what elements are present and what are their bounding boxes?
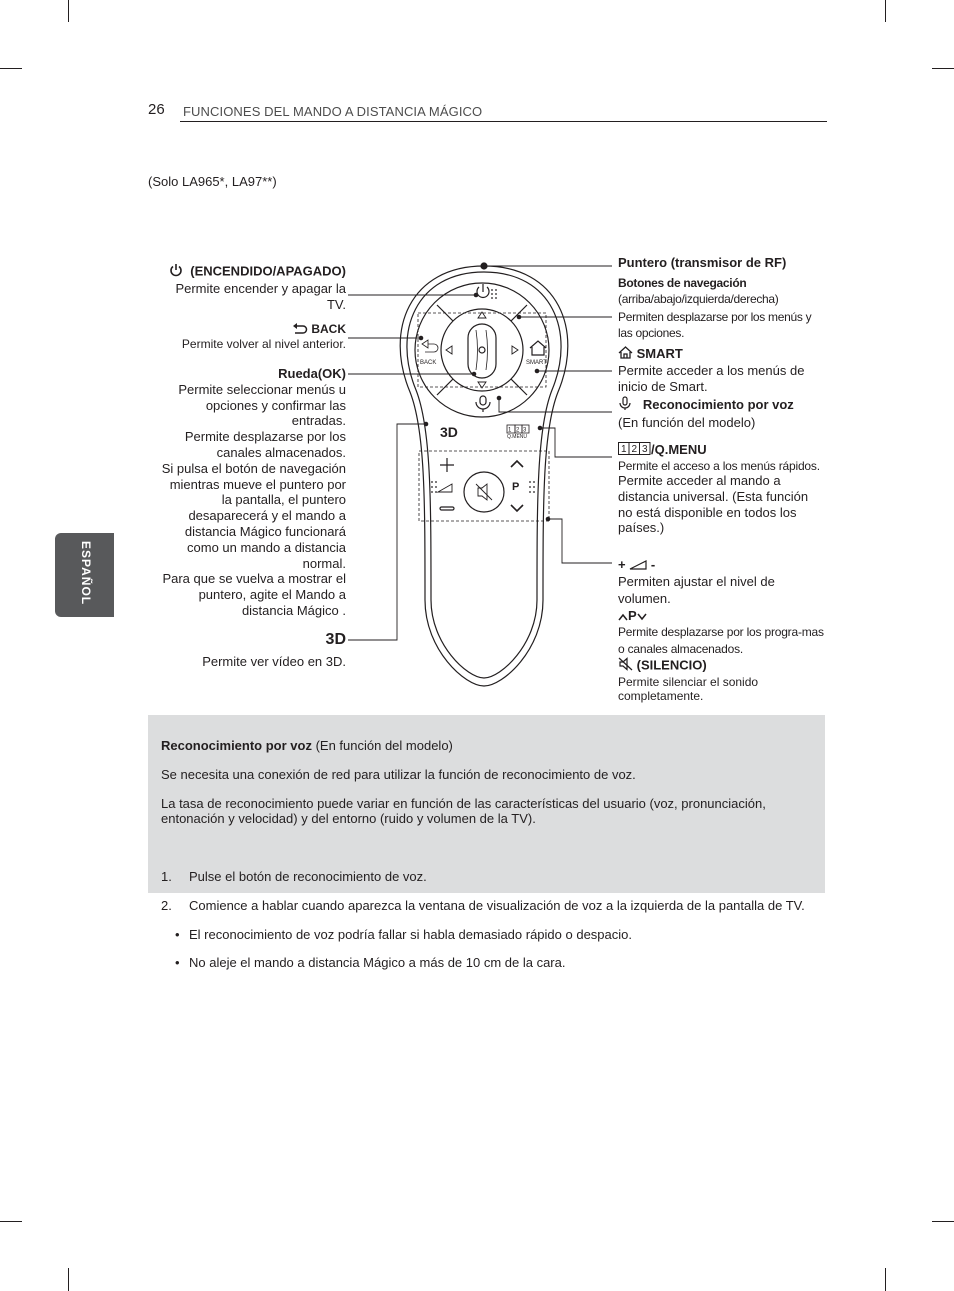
remote-qmenu-digit: 3 <box>523 427 527 434</box>
power-desc: Permite encender y apagar la TV. <box>175 280 346 312</box>
remote-qmenu-label: Q.MENU <box>507 434 527 440</box>
back-title: BACK <box>311 322 346 336</box>
volume-callout <box>618 557 818 607</box>
wheel-desc-3: Si pulsa el botón de navegación mientras mueve el puntero por la pantalla, el puntero desaparecerá y el mando a distancia Mágico funcionará como un mando a distancia normal. <box>161 460 346 571</box>
nav-desc-1: (arriba/abajo/izquierda/derecha) <box>618 292 779 306</box>
qmenu-desc-2: Permite acceder al mando a distancia universal. (Esta función no está disponible en todos los países.) <box>618 472 809 536</box>
note-bullet: • El reconocimiento de voz podría fallar si habla demasiado rápido o despacio. <box>175 926 632 942</box>
back-arrow-icon <box>292 322 308 338</box>
mute-title: (SILENCIO) <box>636 657 707 673</box>
voice-title: Reconocimiento por voz <box>642 396 794 412</box>
crop-mark <box>68 1268 69 1291</box>
wheel-desc-4: Para que se vuelva a mostrar el puntero, agite el Mando a distancia Mágico . <box>162 571 346 618</box>
page-title: FUNCIONES DEL MANDO A DISTANCIA MÁGICO <box>183 104 483 119</box>
remote-3d-label: 3D <box>440 424 458 440</box>
power-title: (ENCENDIDO/APAGADO) <box>190 263 346 279</box>
home-icon <box>618 346 633 363</box>
voice-callout <box>618 396 826 431</box>
qmenu-desc-1: Permite el acceso a los menús rápidos. <box>618 458 820 473</box>
remote-qmenu-digit: 1 <box>508 427 512 434</box>
remote-smart-label: SMART <box>526 360 547 366</box>
wheel-callout <box>156 366 346 619</box>
voice-note <box>161 725 811 984</box>
page-number: 26 <box>148 101 165 118</box>
channel-callout <box>618 608 828 658</box>
power-icon <box>169 263 183 281</box>
remote-back-label: BACK <box>420 360 437 366</box>
smart-callout <box>618 346 826 395</box>
mute-callout <box>618 657 808 703</box>
remote-p-label: P <box>512 481 520 493</box>
volume-plus: + <box>618 557 626 572</box>
qmenu-callout <box>618 442 824 536</box>
volume-desc: Permiten ajustar el nivel de volumen. <box>618 574 775 607</box>
microphone-icon <box>618 396 632 415</box>
wheel-title: Rueda(OK) <box>278 366 346 381</box>
channel-desc: Permite desplazarse por los progra-mas o canales almacenados. <box>618 625 824 657</box>
language-tab-label: ESPAÑOL <box>79 541 93 606</box>
channel-title: P <box>628 608 637 623</box>
chevron-down-icon <box>637 609 647 625</box>
wheel-desc-1: Permite seleccionar menús u opciones y confirmar las entradas. <box>178 381 346 429</box>
crop-mark <box>0 1221 22 1222</box>
nav-desc-2: Permiten desplazarse por los menús y las opciones. <box>618 310 812 340</box>
note-step: 1. Pulse el botón de reconocimiento de voz. <box>161 868 427 884</box>
wheel-desc-2: Permite desplazarse por los canales almacenados. <box>184 429 346 460</box>
three-d-desc: Permite ver vídeo en 3D. <box>202 654 346 669</box>
voice-desc: (En función del modelo) <box>618 414 756 430</box>
back-callout <box>182 321 346 351</box>
crop-mark <box>932 1221 954 1222</box>
note-step: 2. Comience a hablar cuando aparezca la ventana de visualización de voz a la izquierda de la pantalla de TV. <box>161 897 805 913</box>
three-d-callout <box>202 631 346 670</box>
models-note: (Solo LA965*, LA97**) <box>148 174 277 189</box>
volume-icon <box>629 558 647 574</box>
remote-qmenu-digit: 2 <box>516 427 520 434</box>
qmenu-digit: 3 <box>642 444 648 456</box>
pointer-title: Puntero (transmisor de RF) <box>618 255 787 270</box>
back-desc: Permite volver al nivel anterior. <box>181 337 346 352</box>
note-bullet: • No aleje el mando a distancia Mágico a más de 10 cm de la cara. <box>175 955 566 971</box>
crop-mark <box>885 1268 886 1291</box>
qmenu-digit: 2 <box>631 444 638 456</box>
note-line-1: Se necesita una conexión de red para utilizar la función de reconocimiento de voz. <box>161 766 636 782</box>
qmenu-123-icon <box>618 442 651 459</box>
qmenu-title: /Q.MENU <box>651 442 707 457</box>
volume-minus: - <box>650 557 656 572</box>
mute-desc: Permite silenciar el sonido completamente. <box>618 674 759 703</box>
note-line-2: La tasa de reconocimiento puede variar en función de las características del usuario (voz, pronunciación, entonación y velocidad) y del entorno (ruido y volumen de la TV). <box>161 795 766 827</box>
smart-desc: Permite acceder a los menús de inicio de Smart. <box>618 362 805 394</box>
note-title-suffix: (En función del modelo) <box>311 738 453 753</box>
power-callout <box>156 263 346 312</box>
mute-icon <box>618 657 633 675</box>
qmenu-digit: 1 <box>621 444 627 456</box>
note-title: Reconocimiento por voz <box>161 738 312 753</box>
nav-title: Botones de navegación <box>618 276 747 290</box>
smart-title: SMART <box>636 346 683 361</box>
nav-callout <box>618 275 818 341</box>
three-d-icon: 3D <box>325 631 346 648</box>
chevron-up-icon <box>618 609 628 625</box>
